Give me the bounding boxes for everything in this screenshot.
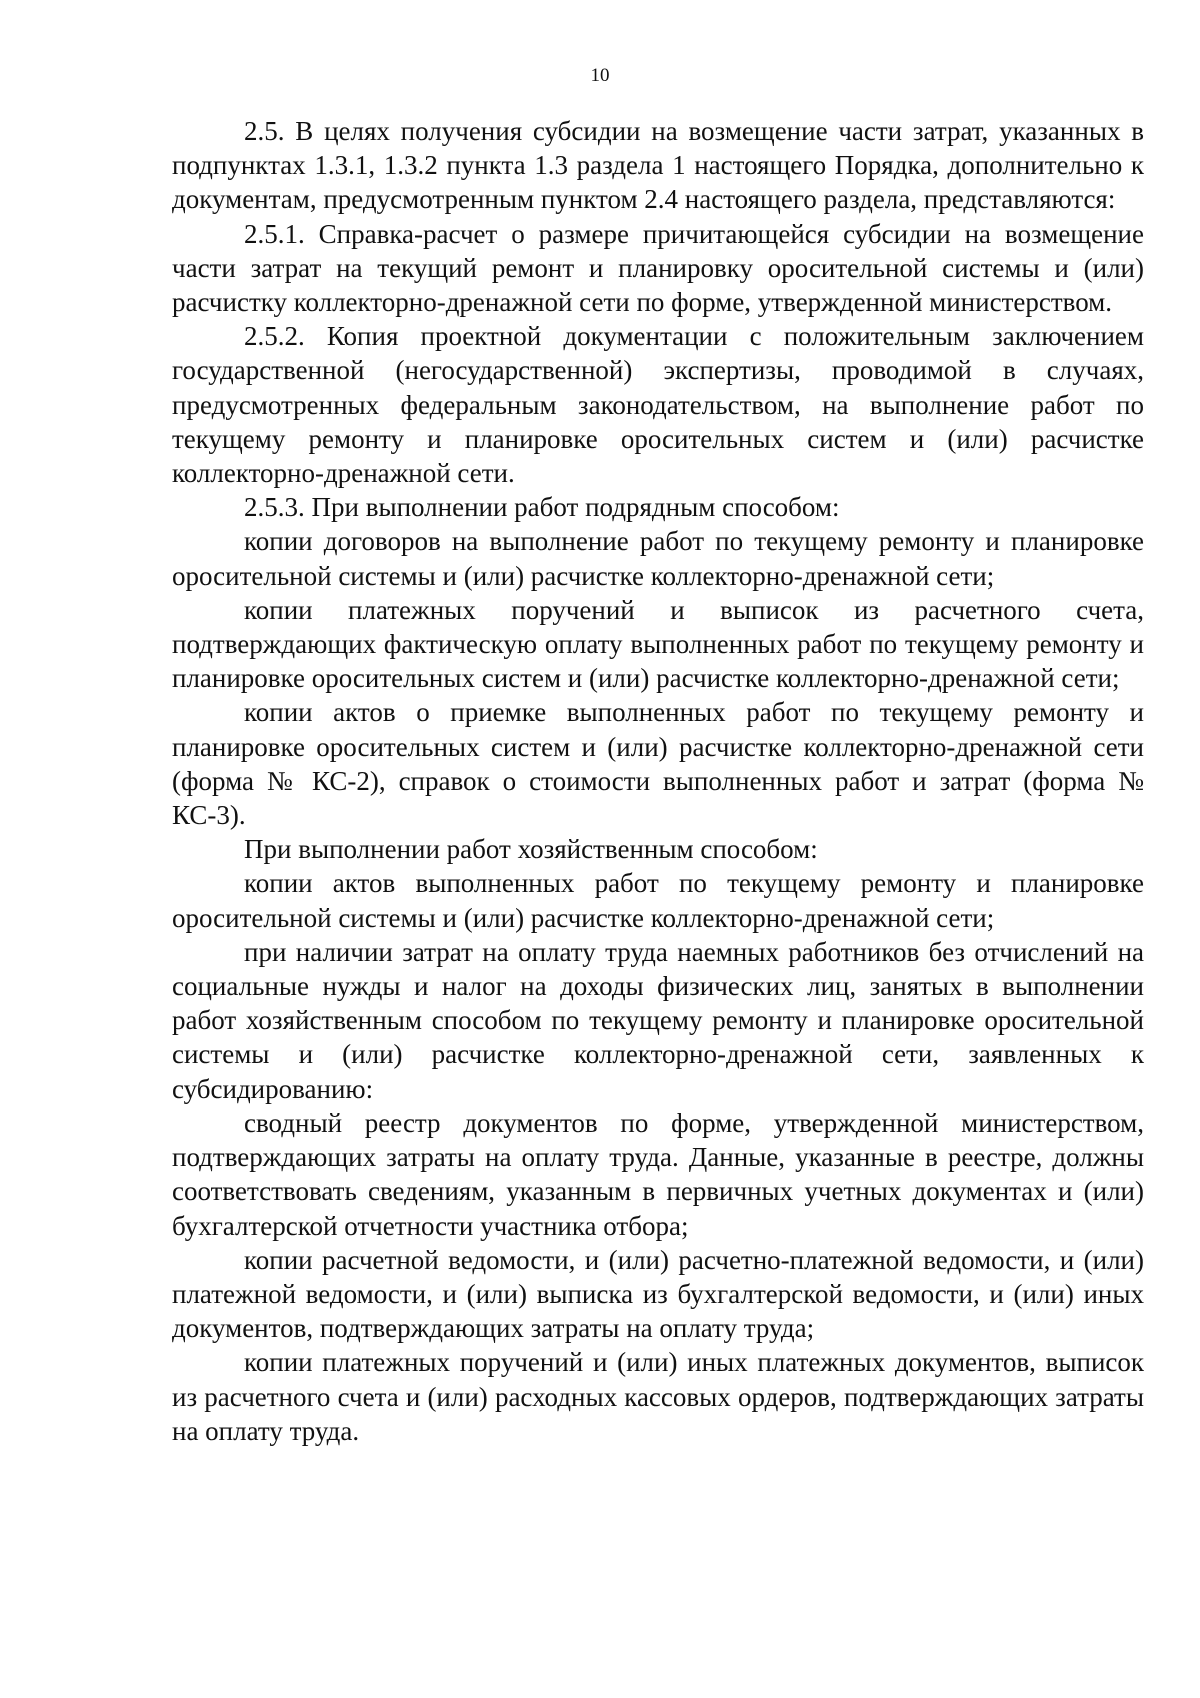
list-item-payment-documents: копии платежных поручений и (или) иных платежных документов, выписок из расчетного счета и (или) расходных кассовых ордеров, подтверждающих затраты на оплату труда. [172, 1347, 1144, 1446]
list-item-contracts: копии договоров на выполнение работ по текущему ремонту и планировке оросительной системы и (или) расчистке коллекторно-дренажной сети; [172, 526, 1144, 591]
paragraph-2-5-3: 2.5.3. При выполнении работ подрядным способом: [244, 492, 840, 523]
paragraph-2-5-2: 2.5.2. Копия проектной документации с положительным заключением государственной (негосударственной) экспертизы, проводимой в случаях, предусмотренных федеральным законодательством, на выполнение работ по текущему ремонту и планировке оросительных систем и (или) расчистке коллекторно-дренажной сети. [172, 321, 1144, 489]
list-item-payroll: копии расчетной ведомости, и (или) расчетно-платежной ведомости, и (или) платежной ведомости, и (или) выписка из бухгалтерской ведомости, и (или) иных документов, подтверждающих затраты на оплату труда; [172, 1244, 1144, 1344]
list-item-acceptance-acts: копии актов о приемке выполненных работ по текущему ремонту и планировке оросительных систем и (или) расчистке коллекторно-дренажной сети (форма № КС-2), справок о стоимости выполненных работ и затрат (форма № КС-3). [172, 697, 1144, 831]
list-item-registry: сводный реестр документов по форме, утвержденной министерством, подтверждающих затраты на оплату труда. Данные, указанные в реестре, должны соответствовать сведениям, указанным в первичных учетных документах и (или) бухгалтерской отчетности участника отбора; [172, 1107, 1144, 1241]
paragraph-economic-method: При выполнении работ хозяйственным способом: [244, 834, 818, 865]
document-body [172, 114, 1144, 1448]
list-item-work-acts: копии актов выполненных работ по текущему ремонту и планировке оросительной системы и (или) расчистке коллекторно-дренажной сети; [172, 868, 1144, 933]
paragraph-2-5-1: 2.5.1. Справка-расчет о размере причитающейся субсидии на возмещение части затрат на текущий ремонт и планировку оросительной системы и (или) расчистку коллекторно-дренажной сети по форме, утвержденной министерством. [172, 218, 1144, 318]
list-item-payment-orders: копии платежных поручений и выписок из расчетного счета, подтверждающих фактическую оплату выполненных работ по текущему ремонту и планировке оросительных систем и (или) расчистке коллекторно-дренажной сети; [172, 594, 1144, 694]
paragraph-2-5: 2.5. В целях получения субсидии на возмещение части затрат, указанных в подпунктах 1.3.1, 1.3.2 пункта 1.3 раздела 1 настоящего Порядка, дополнительно к документам, предусмотренным пунктом 2.4 настоящего раздела, представляются: [172, 116, 1144, 215]
list-item-labor-costs: при наличии затрат на оплату труда наемных работников без отчислений на социальные нужды и налог на доходы физических лиц, занятых в выполнении работ хозяйственным способом по текущему ремонту и планировке оросительной системы и (или) расчистке коллекторно-дренажной сети, заявленных к субсидированию: [172, 936, 1144, 1104]
page-number: 10 [590, 65, 610, 86]
